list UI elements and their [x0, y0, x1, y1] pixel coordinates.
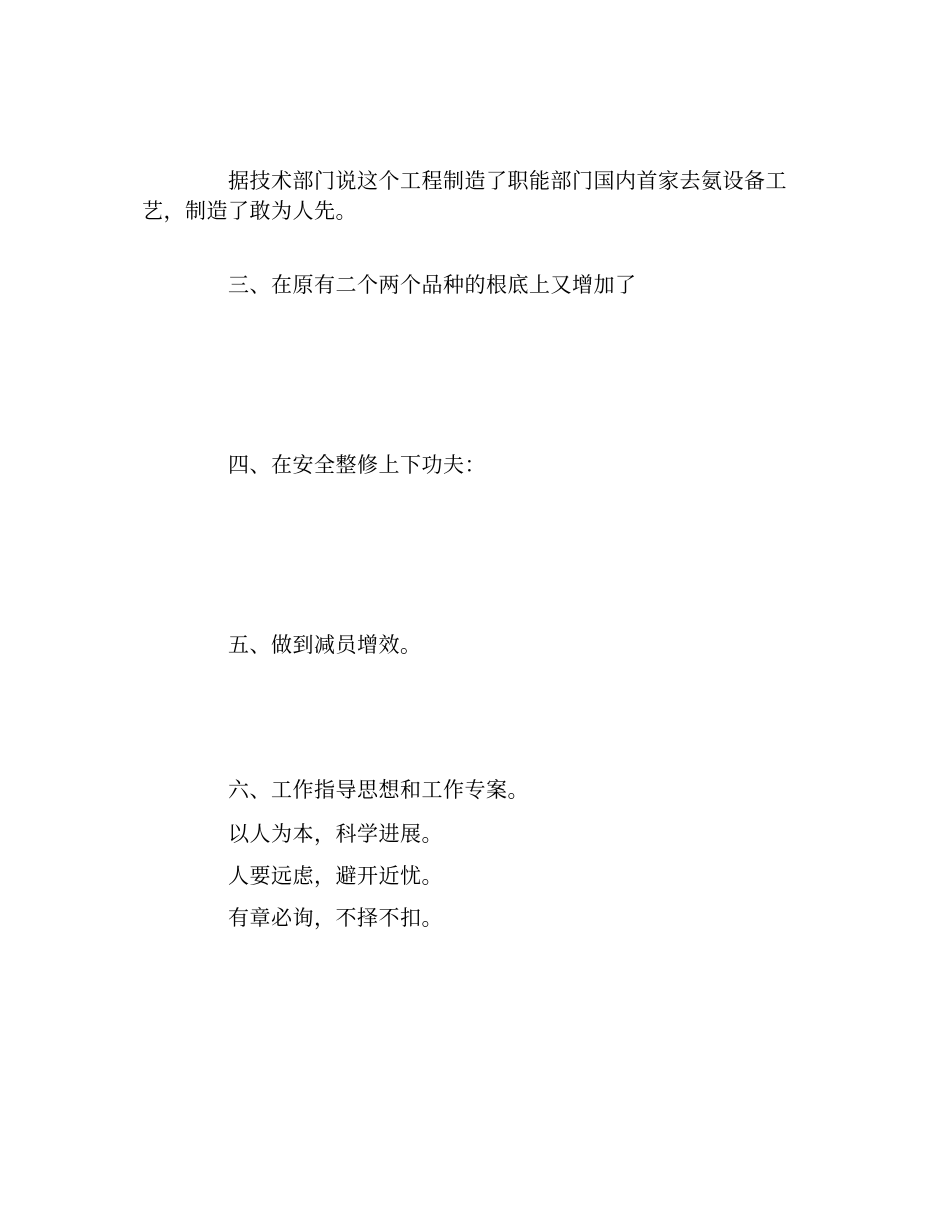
section-5-heading: 五、做到减员增效。 [228, 633, 422, 657]
section-6-heading: 六、工作指导思想和工作专案。 [228, 778, 529, 802]
section-4-heading: 四、在安全整修上下功夫： [228, 453, 486, 477]
principle-line-1: 以人为本，科学进展。 [228, 822, 443, 846]
section-3-heading: 三、在原有二个两个品种的根底上又增加了 [228, 273, 637, 297]
intro-paragraph: 据技术部门说这个工程制造了职能部门国内首家去氨设备工艺，制造了敢为人先。 [142, 169, 787, 223]
principle-line-3: 有章必询，不择不扣。 [228, 906, 443, 930]
principle-line-2: 人要远虑，避开近忧。 [228, 864, 443, 888]
